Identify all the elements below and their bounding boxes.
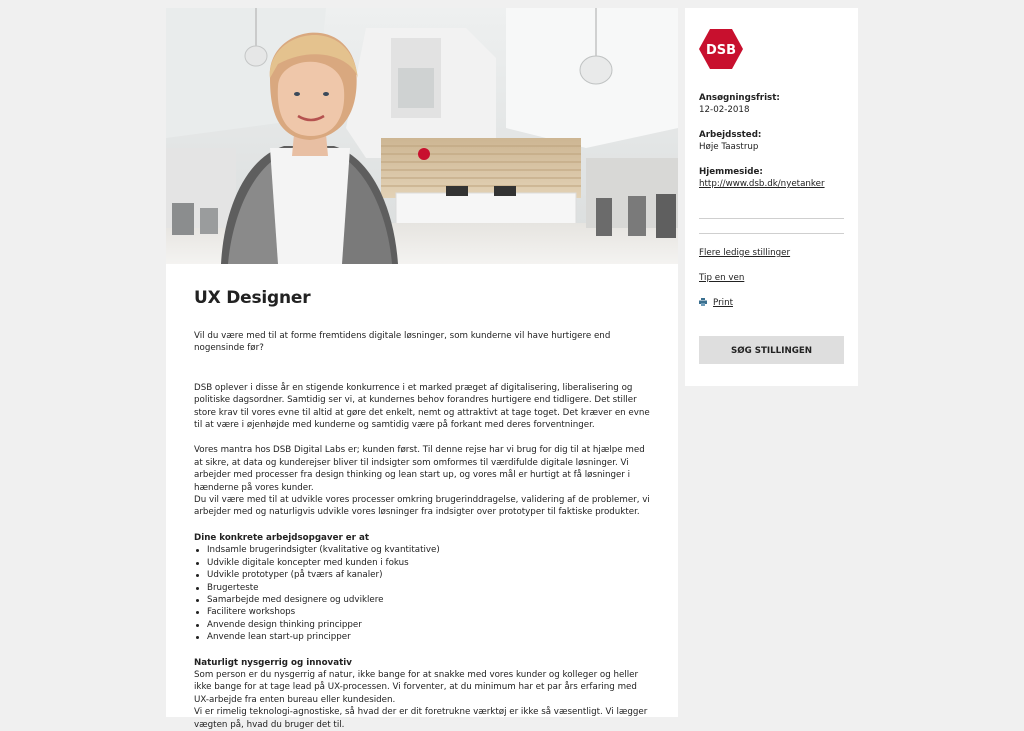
job-title: UX Designer (194, 288, 311, 308)
dsb-logo-shape (698, 28, 744, 70)
hero-photo (166, 8, 678, 264)
logo-text: DSB (705, 43, 737, 58)
print-icon (699, 298, 707, 306)
list-item: Facilitere workshops (207, 606, 650, 618)
job-paragraph: Du vil være med til at udvikle vores processer omkring brugerinddragelse, validering af de problemer, vi arbejder med og naturligvis udvikle vores løsninger fra indsigter over prototyper til faktiske produkter. (194, 495, 650, 518)
list-item: Anvende design thinking principper (207, 619, 650, 631)
print-link[interactable] (699, 298, 733, 308)
website-label: Hjemmeside: (699, 167, 763, 177)
list-item: Brugerteste (207, 582, 650, 594)
profile-heading: Naturligt nysgerrig og innovativ (194, 657, 352, 668)
website-link[interactable]: http://www.dsb.dk/nyetanker (699, 179, 825, 189)
profile-paragraph: Som person er du nysgerrig af natur, ikke bange for at snakke med vores kunder og kolleger og heller ikke bange for at tage lead på UX-processen. Vi forventer, at du minimum har et par års erfaring med UX-arbejde fra enten bureau eller kundesiden. (194, 669, 639, 705)
sidebar (685, 8, 858, 386)
divider (699, 218, 844, 219)
job-description (166, 264, 678, 731)
apply-button[interactable]: SØG STILLINGEN (699, 336, 844, 364)
job-posting-main (166, 8, 678, 730)
list-item: Anvende lean start-up principper (207, 631, 650, 643)
job-intro: Vil du være med til at forme fremtidens digitale løsninger, som kunderne vil have hurtigere end nogensinde før? (194, 331, 611, 354)
deadline-label: Ansøgningsfrist: (699, 93, 780, 103)
list-item: Udvikle digitale koncepter med kunden i fokus (207, 557, 650, 569)
job-meta (699, 92, 845, 203)
job-paragraph: Vores mantra hos DSB Digital Labs er; kunden først. Til denne rejse har vi brug for dig til at hjælpe med at sikre, at data og kunderejser bliver til indsigter som omformes til værdifulde digitale løsninger. Vi arbejder med processer fra design thinking og lean start up, og vores mål er hurtigt at få løsninger i hænderne på vores kunder. (194, 445, 645, 493)
more-jobs-link[interactable]: Flere ledige stillinger (699, 248, 791, 258)
tasks-list (194, 544, 650, 643)
list-item: Udvikle prototyper (på tværs af kanaler) (207, 569, 650, 581)
profile-paragraph: Vi er rimelig teknologi-agnostiske, så hvad der er dit foretrukne værktøj er ikke så væsentligt. Vi lægger vægten på, hvad du bruger det til. (194, 707, 648, 730)
tasks-heading: Dine konkrete arbejdsopgaver er at (194, 532, 369, 543)
tip-friend-link[interactable]: Tip en ven (699, 273, 745, 283)
list-item: Indsamle brugerindsigter (kvalitative og kvantitative) (207, 544, 650, 556)
job-paragraph: DSB oplever i disse år en stigende konkurrence i et marked præget af digitalisering, liberalisering og politiske dagsordner. Samtidig ser vi, at kundernes behov forandres hurtigere end tidligere. Det stiller store krav til vores evne til altid at gøre det enkelt, nemt og attraktivt at tage toget. Det kræver en evne til at være i øjenhøjde med kunderne og samtidig være på forkant med deres forventninger. (194, 382, 650, 431)
hero-image (166, 8, 678, 264)
print-label: Print (713, 298, 733, 308)
divider (699, 233, 844, 234)
dsb-logo (698, 28, 744, 74)
list-item: Samarbejde med designere og udviklere (207, 594, 650, 606)
location-label: Arbejdssted: (699, 130, 762, 140)
location-value: Høje Taastrup (699, 142, 759, 152)
deadline-value: 12-02-2018 (699, 105, 750, 115)
